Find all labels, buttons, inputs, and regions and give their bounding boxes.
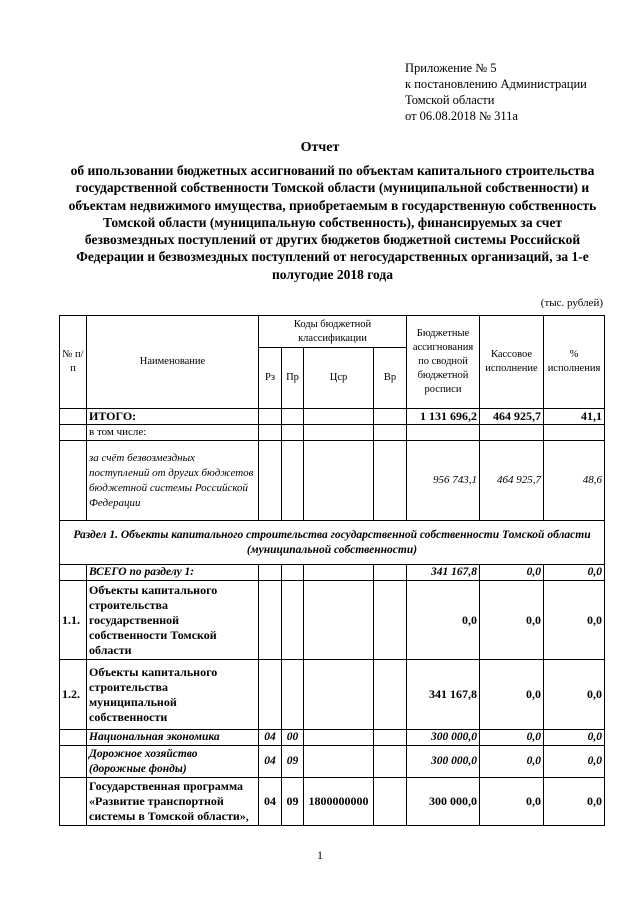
header-assign: Бюджетные ассигнования по сводной бюджетной росписи [407, 316, 480, 409]
table-row [60, 441, 605, 521]
header-rz: Рз [259, 348, 282, 409]
cell-assign: 341 167,8 [407, 660, 480, 730]
header-name: Наименование [87, 316, 259, 409]
cell-csr [304, 425, 374, 441]
cell-assign: 956 743,1 [407, 441, 480, 521]
cell-pr [282, 660, 304, 730]
cell-cash: 0,0 [480, 746, 544, 778]
cell-pr: 09 [282, 746, 304, 778]
cell-pct: 48,6 [544, 441, 605, 521]
appendix-line: Томской области [405, 93, 495, 107]
table-row [60, 425, 605, 441]
cell-vr [374, 425, 407, 441]
cell-vr [374, 660, 407, 730]
cell-assign: 300 000,0 [407, 746, 480, 778]
cell-pct: 41,1 [544, 409, 605, 425]
table-row [60, 565, 605, 581]
cell-vr [374, 565, 407, 581]
report-table [59, 315, 605, 826]
cell-num [60, 409, 87, 425]
cell-rz [259, 441, 282, 521]
cell-assign: 1 131 696,2 [407, 409, 480, 425]
cell-cash: 0,0 [480, 565, 544, 581]
cell-assign: 341 167,8 [407, 565, 480, 581]
document-subtitle: об ипользовании бюджетных ассигнований по объектам капитального строительства государственной собственности Томской области (муниципальной собственности) и объектам недвижимого имущества, приобретаемым в государственную собственность Томской области (муниципальную собственность), финансируемых за счет безвозмездных поступлений от других бюджетов бюджетной системы Российской Федерации и безвозмездных поступлений от негосударственных организаций, за 1-е полугодие 2018 года [68, 163, 597, 282]
cell-pr [282, 409, 304, 425]
cell-rz [259, 581, 282, 660]
cell-csr [304, 730, 374, 746]
section-row [60, 521, 605, 565]
header-row [60, 316, 605, 348]
cell-pct [544, 425, 605, 441]
cell-vr [374, 441, 407, 521]
header-num: № п/п [60, 316, 87, 409]
cell-csr [304, 660, 374, 730]
cell-pct: 0,0 [544, 565, 605, 581]
cell-pct: 0,0 [544, 581, 605, 660]
cell-pr: 09 [282, 778, 304, 826]
cell-name: за счёт безвозмездных поступлений от других бюджетов бюджетной системы Российской Федерации [87, 441, 259, 521]
page-number: 1 [317, 848, 323, 862]
header-cash: Кассовое исполнение [480, 316, 544, 409]
cell-csr [304, 581, 374, 660]
cell-rz [259, 660, 282, 730]
cell-rz: 04 [259, 746, 282, 778]
header-csr: Цср [304, 348, 374, 409]
cell-pr [282, 581, 304, 660]
cell-cash: 464 925,7 [480, 409, 544, 425]
cell-pct: 0,0 [544, 778, 605, 826]
cell-num [60, 730, 87, 746]
cell-csr [304, 441, 374, 521]
cell-assign: 0,0 [407, 581, 480, 660]
cell-name: ИТОГО: [87, 409, 259, 425]
cell-name: Объекты капитального строительства государственной собственности Томской области [87, 581, 259, 660]
cell-name: в том числе: [87, 425, 259, 441]
cell-num: 1.1. [60, 581, 87, 660]
header-pct: % исполнения [544, 316, 605, 409]
table-row [60, 746, 605, 778]
cell-vr [374, 581, 407, 660]
cell-cash: 0,0 [480, 730, 544, 746]
cell-csr [304, 565, 374, 581]
cell-pct: 0,0 [544, 730, 605, 746]
appendix-line: Приложение № 5 [405, 61, 497, 75]
cell-rz: 04 [259, 778, 282, 826]
cell-num [60, 425, 87, 441]
units-label: (тыс. рублей) [540, 297, 603, 309]
cell-rz: 04 [259, 730, 282, 746]
section-title: Раздел 1. Объекты капитального строительства государственной собственности Томской области (муниципальной собственности) [60, 521, 605, 565]
cell-csr: 1800000000 [304, 778, 374, 826]
appendix-line: к постановлению Администрации [405, 77, 587, 91]
cell-cash: 464 925,7 [480, 441, 544, 521]
header-codes: Коды бюджетной классификации [259, 316, 407, 348]
cell-vr [374, 778, 407, 826]
cell-vr [374, 409, 407, 425]
cell-name: Национальная экономика [87, 730, 259, 746]
document-title: Отчет [300, 140, 340, 155]
table-row [60, 730, 605, 746]
cell-pr [282, 425, 304, 441]
cell-name: ВСЕГО по разделу 1: [87, 565, 259, 581]
cell-cash: 0,0 [480, 660, 544, 730]
cell-name: Объекты капитального строительства муниципальной собственности [87, 660, 259, 730]
cell-pr [282, 441, 304, 521]
cell-pct: 0,0 [544, 746, 605, 778]
cell-num [60, 565, 87, 581]
cell-num [60, 778, 87, 826]
cell-name: Дорожное хозяйство (дорожные фонды) [87, 746, 259, 778]
cell-csr [304, 409, 374, 425]
cell-cash: 0,0 [480, 778, 544, 826]
cell-name: Государственная программа «Развитие транспортной системы в Томской области», [87, 778, 259, 826]
appendix-line: от 06.08.2018 № 311а [405, 109, 518, 123]
cell-pct: 0,0 [544, 660, 605, 730]
cell-rz [259, 409, 282, 425]
cell-rz [259, 425, 282, 441]
header-pr: Пр [282, 348, 304, 409]
cell-assign: 300 000,0 [407, 730, 480, 746]
cell-csr [304, 746, 374, 778]
table-row [60, 581, 605, 660]
cell-vr [374, 746, 407, 778]
table-row [60, 660, 605, 730]
cell-assign [407, 425, 480, 441]
cell-assign: 300 000,0 [407, 778, 480, 826]
cell-num [60, 746, 87, 778]
table-row [60, 409, 605, 425]
cell-vr [374, 730, 407, 746]
cell-cash [480, 425, 544, 441]
cell-num: 1.2. [60, 660, 87, 730]
appendix-block [405, 60, 587, 124]
cell-pr: 00 [282, 730, 304, 746]
cell-cash: 0,0 [480, 581, 544, 660]
header-vr: Вр [374, 348, 407, 409]
cell-num [60, 441, 87, 521]
table-row [60, 778, 605, 826]
cell-rz [259, 565, 282, 581]
cell-pr [282, 565, 304, 581]
